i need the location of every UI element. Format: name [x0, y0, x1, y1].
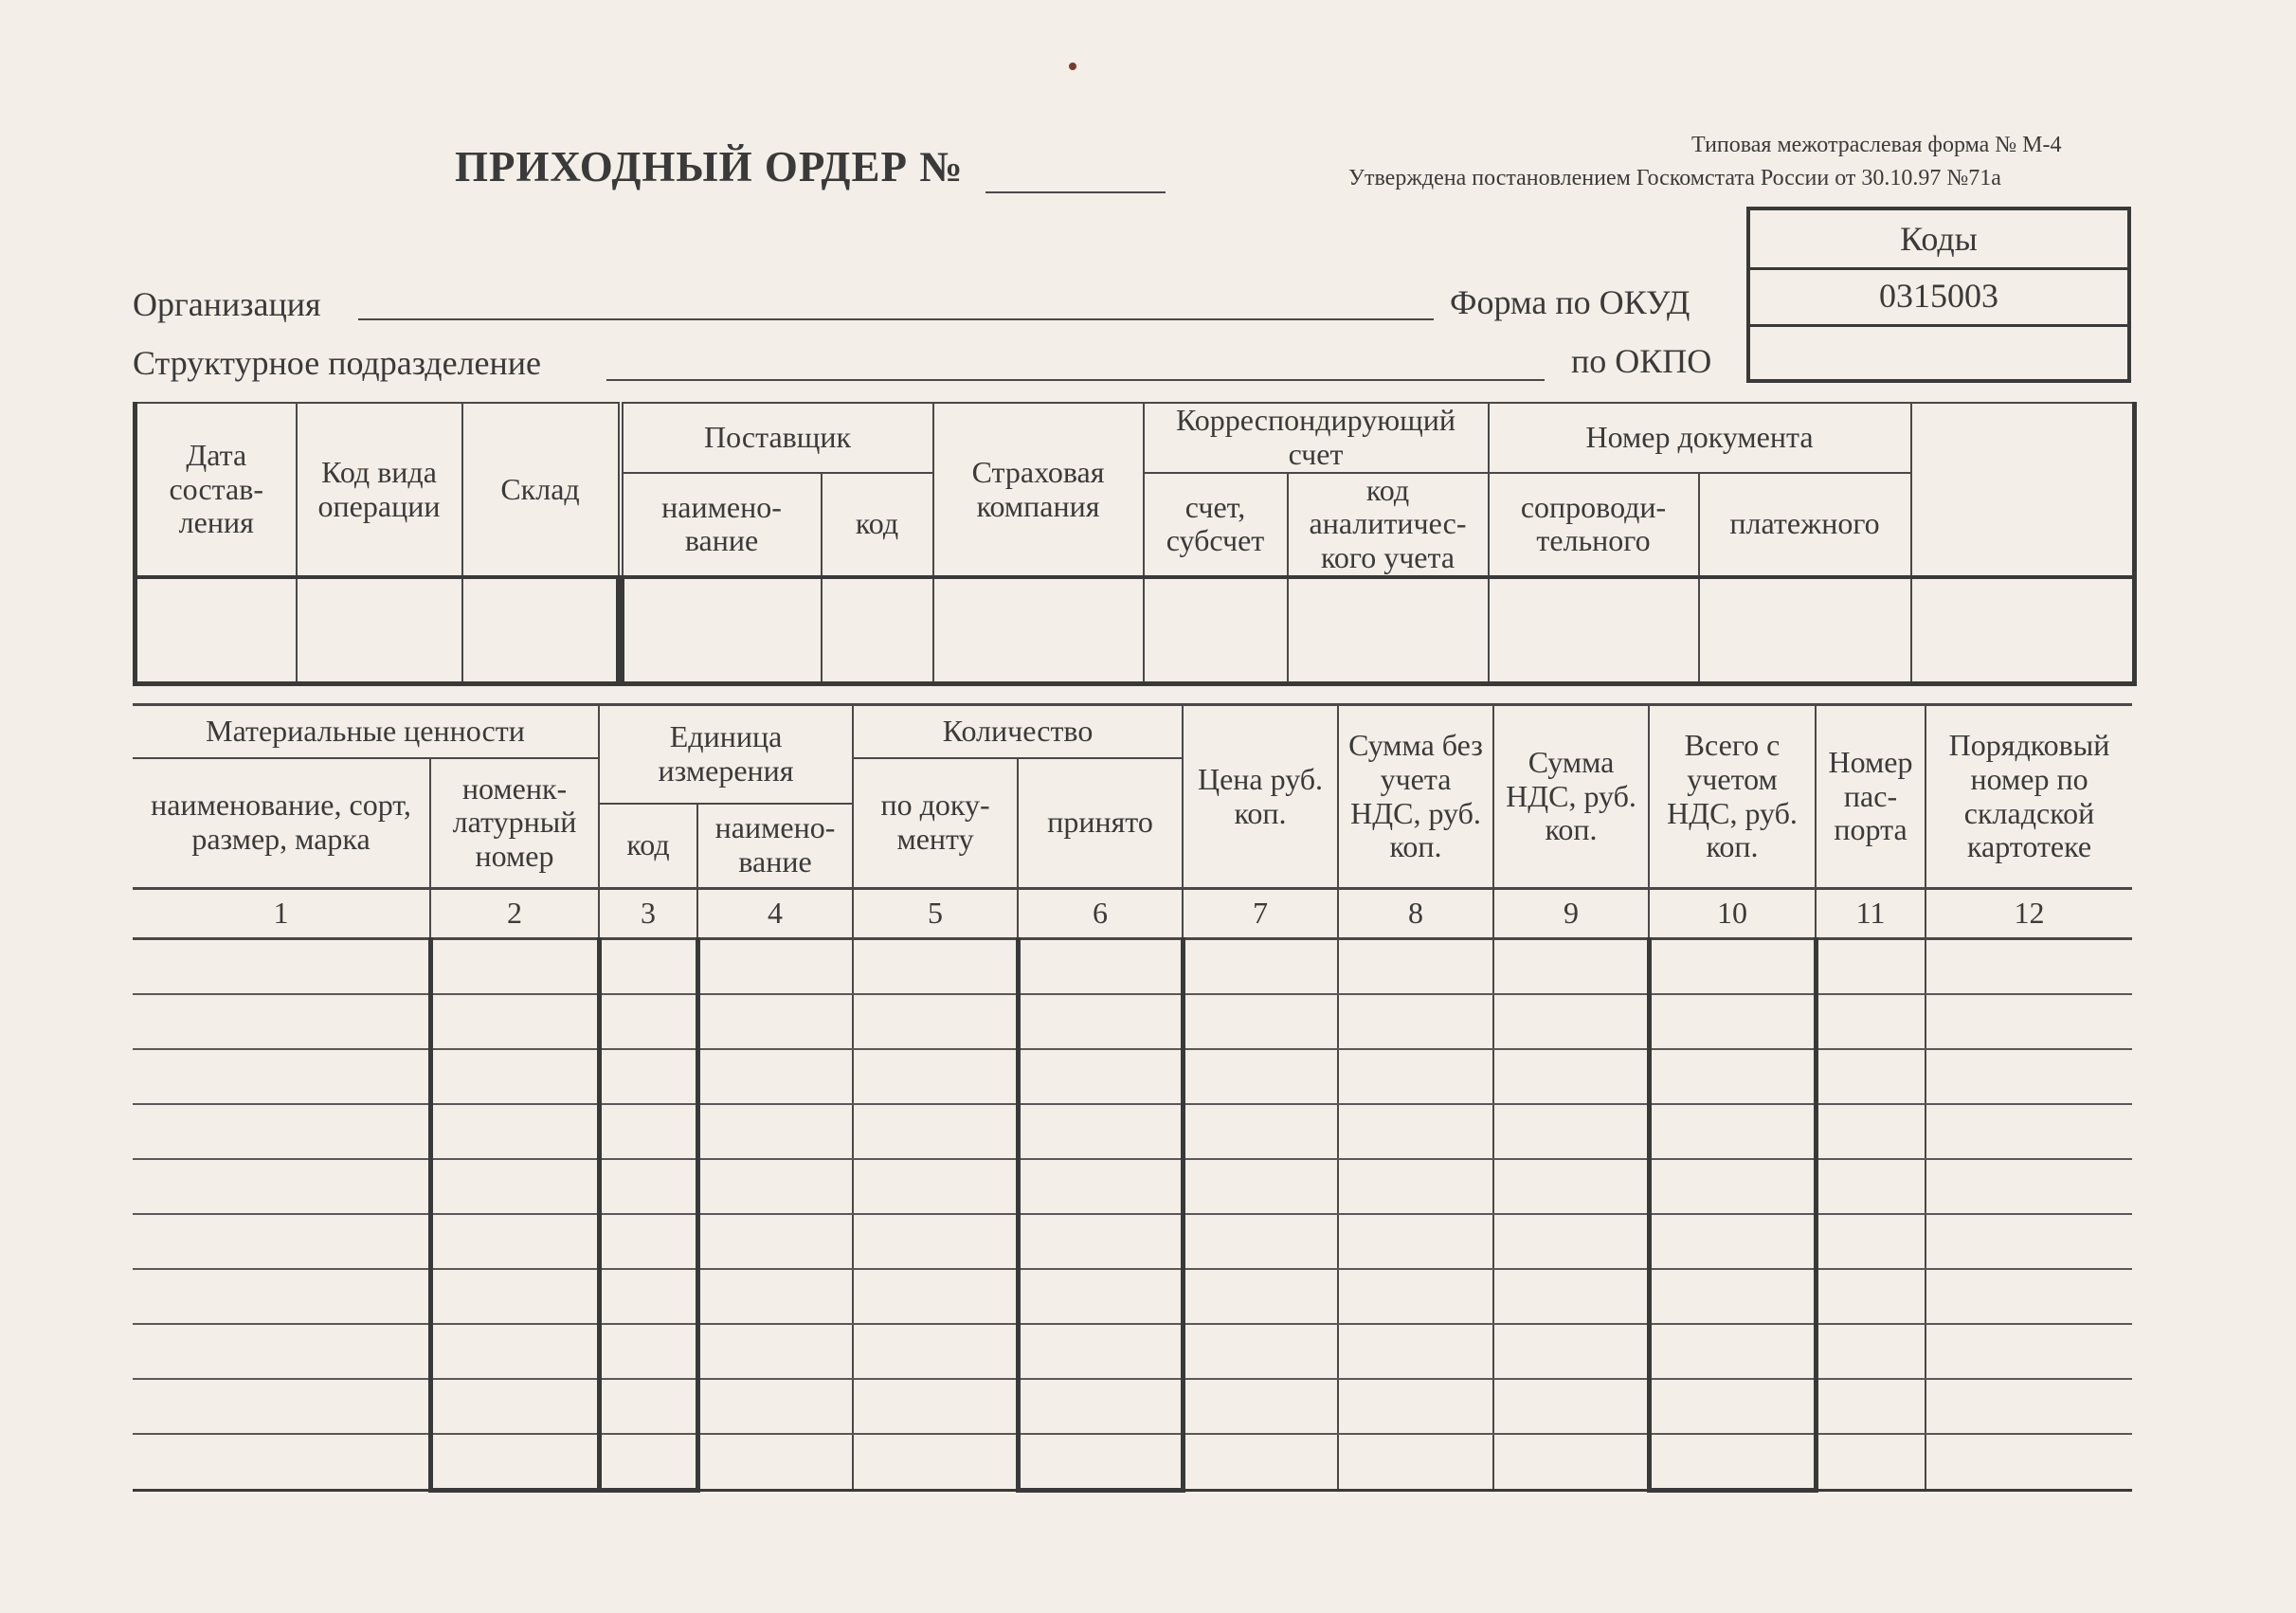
okud-label: Форма по ОКУД [1450, 283, 1690, 321]
column-number: 5 [853, 889, 1018, 939]
column-number: 11 [1816, 889, 1925, 939]
table-cell[interactable] [1183, 1379, 1338, 1434]
extra-header [1911, 403, 2135, 577]
table-cell[interactable] [1816, 1214, 1925, 1269]
table-cell[interactable] [1183, 1159, 1338, 1214]
table-cell[interactable] [853, 994, 1018, 1049]
table-cell[interactable] [1816, 994, 1925, 1049]
accompanying-doc-header: сопроводи-тельного [1489, 473, 1699, 577]
sum-no-vat-header: Сумма без учета НДС, руб. коп. [1338, 705, 1493, 889]
column-numbers-row [133, 889, 2132, 939]
table-cell[interactable] [1816, 1269, 1925, 1324]
table-cell[interactable] [1816, 1049, 1925, 1104]
table-cell[interactable] [1816, 939, 1925, 995]
okpo-code[interactable] [1750, 324, 2127, 381]
corr-account-header: Корреспондирующий счет [1144, 403, 1489, 473]
unit-code-header: код [599, 804, 697, 889]
table-cell[interactable] [1338, 1434, 1493, 1491]
table-cell[interactable] [599, 1324, 697, 1379]
table-cell[interactable] [1925, 1434, 2132, 1491]
table-cell[interactable] [697, 1159, 853, 1214]
table-cell[interactable] [133, 1159, 430, 1214]
supplier-name-cell[interactable] [623, 577, 822, 684]
table-cell[interactable] [853, 1104, 1018, 1159]
table-cell[interactable] [133, 1269, 430, 1324]
table-cell[interactable] [1018, 1434, 1183, 1491]
table-cell[interactable] [133, 1214, 430, 1269]
table-cell[interactable] [1338, 1379, 1493, 1434]
operation-code-cell[interactable] [297, 577, 462, 684]
table-cell[interactable] [1018, 1214, 1183, 1269]
table-cell[interactable] [1493, 1104, 1649, 1159]
column-number: 10 [1649, 889, 1816, 939]
warehouse-cell[interactable] [462, 577, 619, 684]
card-number-header: Порядковый номер по складской картотеке [1925, 705, 2132, 889]
insurance-cell[interactable] [933, 577, 1144, 684]
table-cell[interactable] [1925, 1049, 2132, 1104]
table-cell[interactable] [599, 1269, 697, 1324]
table-cell[interactable] [1338, 1324, 1493, 1379]
table-cell[interactable] [1018, 939, 1183, 995]
column-number: 6 [1018, 889, 1183, 939]
table-cell[interactable] [697, 1434, 853, 1491]
table-cell[interactable] [1493, 1379, 1649, 1434]
table-cell[interactable] [1816, 1379, 1925, 1434]
table-cell[interactable] [853, 1269, 1018, 1324]
table-cell[interactable] [1018, 1104, 1183, 1159]
table-cell[interactable] [853, 939, 1018, 995]
table-cell[interactable] [1925, 1159, 2132, 1214]
supplier-name-header: наимено-вание [623, 473, 822, 577]
table-cell[interactable] [1338, 1214, 1493, 1269]
table-cell[interactable] [1493, 994, 1649, 1049]
date-header: Дата состав-ления [136, 403, 297, 577]
table-row [133, 939, 2132, 995]
accepted-header: принято [1018, 758, 1183, 889]
table-cell[interactable] [853, 1214, 1018, 1269]
table-cell[interactable] [430, 939, 599, 995]
table-cell[interactable] [1183, 1269, 1338, 1324]
table-cell[interactable] [1649, 1049, 1816, 1104]
table-cell[interactable] [1018, 1159, 1183, 1214]
table-cell[interactable] [599, 939, 697, 995]
table-cell[interactable] [1649, 1324, 1816, 1379]
table-cell[interactable] [697, 1324, 853, 1379]
table-cell[interactable] [1018, 1269, 1183, 1324]
form-type-text: Типовая межотраслевая форма № М-4 [1691, 133, 2062, 157]
table-cell[interactable] [1018, 1049, 1183, 1104]
accompanying-doc-cell[interactable] [1489, 577, 1699, 684]
table-cell[interactable] [697, 1269, 853, 1324]
date-cell[interactable] [136, 577, 297, 684]
table-cell[interactable] [599, 1214, 697, 1269]
table-cell[interactable] [430, 1159, 599, 1214]
table-cell[interactable] [133, 1434, 430, 1491]
analytic-code-header: код аналитичес-кого учета [1288, 473, 1489, 577]
table-cell[interactable] [430, 994, 599, 1049]
okpo-label: по ОКПО [1571, 342, 1712, 380]
unit-header: Единица измерения [599, 705, 853, 804]
table-cell[interactable] [1649, 1379, 1816, 1434]
table-cell[interactable] [1925, 939, 2132, 995]
table-cell[interactable] [1649, 1214, 1816, 1269]
column-number: 4 [697, 889, 853, 939]
order-header-table [133, 402, 2137, 686]
column-number: 1 [133, 889, 430, 939]
okud-code: 0315003 [1750, 267, 2127, 327]
table-cell[interactable] [133, 1104, 430, 1159]
table-cell[interactable] [1649, 994, 1816, 1049]
table-row [133, 1214, 2132, 1269]
insurance-header: Страховая компания [933, 403, 1144, 577]
table-cell[interactable] [697, 994, 853, 1049]
table-cell[interactable] [430, 1269, 599, 1324]
table-cell[interactable] [1183, 1434, 1338, 1491]
table-cell[interactable] [1925, 994, 2132, 1049]
table-row [133, 1159, 2132, 1214]
table-cell[interactable] [599, 1379, 697, 1434]
table-cell[interactable] [1183, 994, 1338, 1049]
table-cell[interactable] [1493, 1269, 1649, 1324]
table-cell[interactable] [133, 1049, 430, 1104]
table-cell[interactable] [853, 1049, 1018, 1104]
doc-number-header: Номер документа [1489, 403, 1911, 473]
organization-label: Организация [133, 285, 321, 323]
table-cell[interactable] [133, 939, 430, 995]
table-cell[interactable] [1925, 1324, 2132, 1379]
table-cell[interactable] [1925, 1379, 2132, 1434]
table-cell[interactable] [1493, 1049, 1649, 1104]
table-cell[interactable] [1338, 994, 1493, 1049]
approval-text: Утверждена постановлением Госкомстата России от 30.10.97 №71а [1348, 166, 2001, 190]
extra-cell[interactable] [1911, 577, 2135, 684]
table-cell[interactable] [1649, 1104, 1816, 1159]
table-cell[interactable] [133, 1379, 430, 1434]
table-cell[interactable] [1183, 1104, 1338, 1159]
division-label: Структурное подразделение [133, 344, 542, 382]
table-cell[interactable] [133, 994, 430, 1049]
table-cell[interactable] [1338, 1049, 1493, 1104]
materials-table [133, 703, 2132, 1493]
material-header: Материальные ценности [133, 705, 599, 758]
table-row [133, 1379, 2132, 1434]
table-row [133, 1104, 2132, 1159]
codes-box [1746, 207, 2131, 383]
table-cell[interactable] [1338, 1104, 1493, 1159]
table-cell[interactable] [1649, 939, 1816, 995]
table-cell[interactable] [1183, 1324, 1338, 1379]
table-cell[interactable] [697, 1379, 853, 1434]
column-number: 7 [1183, 889, 1338, 939]
table-cell[interactable] [599, 1159, 697, 1214]
table-cell[interactable] [1816, 1324, 1925, 1379]
unit-name-header: наимено-вание [697, 804, 853, 889]
table-cell[interactable] [430, 1104, 599, 1159]
supplier-code-cell[interactable] [822, 577, 933, 684]
table-cell[interactable] [1816, 1159, 1925, 1214]
table-cell[interactable] [1816, 1104, 1925, 1159]
table-cell[interactable] [599, 1049, 697, 1104]
table-cell[interactable] [697, 1104, 853, 1159]
table-cell[interactable] [697, 1214, 853, 1269]
table-cell[interactable] [853, 1434, 1018, 1491]
payment-doc-cell[interactable] [1699, 577, 1911, 684]
payment-doc-header: платежного [1699, 473, 1911, 577]
table-cell[interactable] [853, 1379, 1018, 1434]
account-cell[interactable] [1144, 577, 1288, 684]
by-document-header: по доку-менту [853, 758, 1018, 889]
column-number: 2 [430, 889, 599, 939]
table-cell[interactable] [1649, 1434, 1816, 1491]
vat-sum-header: Сумма НДС, руб. коп. [1493, 705, 1649, 889]
supplier-header: Поставщик [623, 403, 933, 473]
material-name-header: наименование, сорт, размер, марка [133, 758, 430, 889]
table-cell[interactable] [599, 994, 697, 1049]
warehouse-header: Склад [462, 403, 619, 577]
paper-speck [1069, 63, 1076, 70]
operation-code-header: Код вида операции [297, 403, 462, 577]
table-cell[interactable] [1493, 1214, 1649, 1269]
table-cell[interactable] [1338, 939, 1493, 995]
price-header: Цена руб. коп. [1183, 705, 1338, 889]
table-row [133, 1324, 2132, 1379]
table-cell[interactable] [430, 1214, 599, 1269]
column-number: 9 [1493, 889, 1649, 939]
page-title: ПРИХОДНЫЙ ОРДЕР № [455, 143, 964, 190]
table-cell[interactable] [1493, 1324, 1649, 1379]
table-cell[interactable] [697, 939, 853, 995]
table-cell[interactable] [697, 1049, 853, 1104]
table-cell[interactable] [1183, 1049, 1338, 1104]
table-cell[interactable] [1338, 1269, 1493, 1324]
quantity-header: Количество [853, 705, 1183, 758]
table-cell[interactable] [1493, 1159, 1649, 1214]
table-cell[interactable] [1018, 1379, 1183, 1434]
table-cell[interactable] [1018, 1324, 1183, 1379]
table-cell[interactable] [1493, 1434, 1649, 1491]
division-field[interactable] [606, 341, 1545, 381]
analytic-code-cell[interactable] [1288, 577, 1489, 684]
table-cell[interactable] [853, 1159, 1018, 1214]
order-number-field[interactable] [985, 152, 1166, 193]
table-cell[interactable] [1649, 1159, 1816, 1214]
table-row [133, 1049, 2132, 1104]
table-cell[interactable] [1338, 1159, 1493, 1214]
account-header: счет, субсчет [1144, 473, 1288, 577]
table-cell[interactable] [430, 1049, 599, 1104]
column-number: 3 [599, 889, 697, 939]
table-row [133, 994, 2132, 1049]
table-cell[interactable] [1816, 1434, 1925, 1491]
table-cell[interactable] [853, 1324, 1018, 1379]
table-cell[interactable] [430, 1379, 599, 1434]
table-cell[interactable] [1183, 1214, 1338, 1269]
table-row [133, 1434, 2132, 1491]
table-cell[interactable] [1649, 1269, 1816, 1324]
table-cell[interactable] [1493, 939, 1649, 995]
table-cell[interactable] [1925, 1269, 2132, 1324]
codes-header: Коды [1750, 210, 2127, 270]
table-cell[interactable] [599, 1104, 697, 1159]
table-cell[interactable] [1183, 939, 1338, 995]
passport-header: Номер пас-порта [1816, 705, 1925, 889]
table-cell[interactable] [1018, 994, 1183, 1049]
table-cell[interactable] [133, 1324, 430, 1379]
table-cell[interactable] [599, 1434, 697, 1491]
column-number: 12 [1925, 889, 2132, 939]
organization-field[interactable] [358, 284, 1434, 320]
nomenclature-header: номенк-латурный номер [430, 758, 599, 889]
table-cell[interactable] [1925, 1104, 2132, 1159]
table-row [133, 1269, 2132, 1324]
total-vat-header: Всего с учетом НДС, руб. коп. [1649, 705, 1816, 889]
table-cell[interactable] [430, 1434, 599, 1491]
supplier-code-header: код [822, 473, 933, 577]
table-cell[interactable] [430, 1324, 599, 1379]
column-number: 8 [1338, 889, 1493, 939]
table-cell[interactable] [1925, 1214, 2132, 1269]
